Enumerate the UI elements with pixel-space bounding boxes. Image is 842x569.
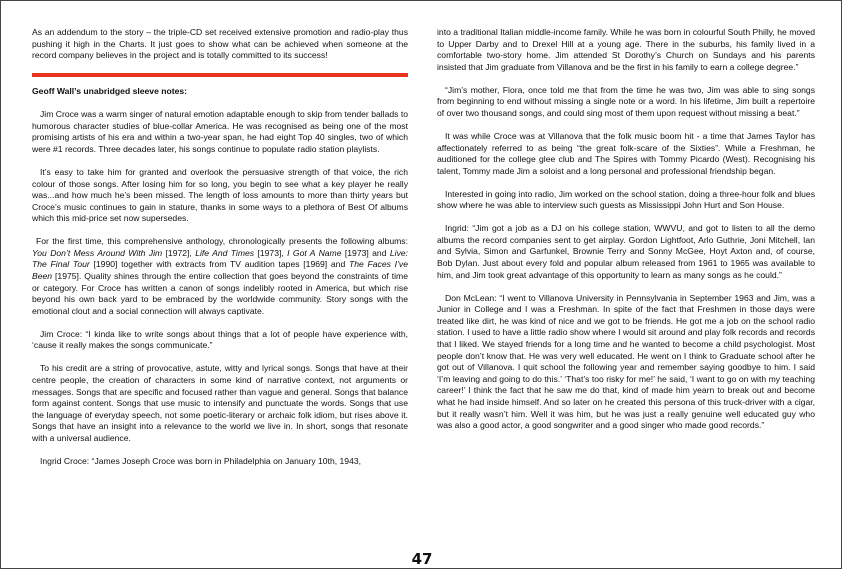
album-title: Life And Times [195,247,255,258]
album-title: You Don’t Mess Around With Jim [32,247,163,258]
paragraph: into a traditional Italian middle-income family. While he was born in colourful South Philly, he moved to Upper Darby and to Drexel Hill at a young age. There in the suburbs, his family lived in a comfortable two-story home. Jim attended St Dorothy’s Church on Sundays and his parents insisted that Jim graduate from Villanova and be the first in his family to earn a college degree.” [437,27,815,72]
paragraph: Interested in going into radio, Jim worked on the school station, doing a three-hour folk and blues show where he was able to interview such guests as Mississippi John Hurt and Son House. [437,188,815,211]
text-span: For the first time, this comprehensive anthology, chronologically presents the following albums: [36,236,408,247]
text-span: [1975]. Quality shines through the entire collection that goes beyond the constraints of time or category. For Croce has written a canon of songs indelibly rooted in America, but which rise beyond his own back yard to be embraced by the worldwide community. Story songs with the emotional clout and a social connection will always captivate. [32,271,408,316]
album-title: Live: The Final Tour [32,247,409,270]
paragraph: Ingrid Croce: “James Joseph Croce was born in Philadelphia on January 10th, 1943, [40,455,362,466]
page-number: 47 [411,550,433,568]
paragraph: Jim Croce was a warm singer of natural emotion adaptable enough to skip from tender ballads to humorous character studies of blue-collar America. He was recognised as being one of the most promising artists of his era and within a two-year span, he had eight Top 40 singles, two of which were #1 records. Three decades later, his songs continue to populate radio station playlists. [32,109,408,154]
paragraph: To his credit are a string of provocative, astute, witty and lyrical songs. Songs that have at their centre people, the creation of characters in some kind of narrative context, not arguments or messages. Songs that are specific and focused rather than vague and general. Songs that balance form against content. Songs that use music to intensify and punctuate the words. Songs that use the language of everyday speech, not some poetic-literary or archaic folk idiom, but rises above it. Songs that have an insight into a relevance to the world we live in. In short, songs that resonate with a universal audience. [32,363,408,443]
albums-paragraph [32,236,408,317]
paragraph: It’s easy to take him for granted and overlook the persuasive strength of that voice, the rich colour of those songs. After losing him for so long, you begin to see what a key player he really was...and how much he’s been missed. The length of loss amounts to more than thirty years but Croce’s music continues to gain in stature, thanks in some ways to a plethora of Best Of albums which this mid-price set now supersedes. [32,166,408,224]
text-span: [1973], [254,247,288,258]
intro-paragraph: As an addendum to the story – the triple-CD set received extensive promotion and radio-play thus pushing it high in the Charts. It just goes to show what can be achieved when someone at the record company believes in the project and is totally committed to its success! [32,27,408,61]
quote-paragraph: “Jim’s mother, Flora, once told me that from the time he was two, Jim was able to sing songs from beginning to end without missing a single note or a word. In his lifetime, Jim built a repertoire of over two thousand songs, and could sing most of them upon request without missing a beat.” [437,84,815,118]
text-span: [1973] and [341,247,390,258]
left-column [32,27,408,479]
text-span: [1972], [162,247,196,258]
red-divider [32,73,408,77]
quote-paragraph: Don McLean: “I went to Villanova University in Pennsylvania in September 1963 and Jim, was a Junior in College and I was a Freshman. In spite of the fact that Freshmen in those days were treated like dirt, he was kind of nice and we got to be friends. He got me a job on the school radio station. I used to have a little radio show where I would sit around and play folk records and records that I liked. We stayed friends for a long time and he wanted to become a child psychologist. Most people don’t know that. He was very well educated. He went on I think to Graduate school after he got out of Villanova. I quit school the following year and remember saying goodbye to him. I said ‘I’m leaving and going to do this.’ ‘That’s too risky for me!’ he said, ‘I want to go on with my teaching career!’ I think the fact that he saw me do that, kind of made him yearn to break out and become what he had inside himself. And so later on he created this persona of this truck-driver with a cigar, but it really wasn’t him. Well it was him, but he was just a really genuine well educated guy who was also a good actor, a good songwriter and a good singer who made good records.” [437,292,815,431]
album-title: The Faces I’ve Been [32,259,409,282]
right-column [437,27,815,443]
album-title: I Got A Name [287,247,342,258]
quote-paragraph: Jim Croce: “I kinda like to write songs about things that a lot of people have experience with, ‘cause it really makes the songs communicate.” [32,328,408,351]
paragraph: It was while Croce was at Villanova that the folk music boom hit - a time that James Taylor has affectionately referred to as being “the great folk-scare of the Sixties”. While a Freshman, he auditioned for the college glee club and The Spires with Tommy Picardo (West). Recognising his talent, Tommy made Jim a soloist and a long personal and professional friendship began. [437,130,815,176]
quote-paragraph: Ingrid: “Jim got a job as a DJ on his college station, WWVU, and got to listen to all the demo albums the record companies sent to get airplay. Gordon Lightfoot, Arlo Guthrie, Joni Mitchell, Ian and Sylvia, Simon and Garfunkel, Brownie Terry and Sonny McGee, Hoyt Axton and, of course, Bob Dylan. Just about every fold and popular album released from 1961 to 1965 was available to him, and Jim took great advantage of this opportunity to learn as many songs as he could.” [437,223,815,280]
text-span: [1990] together with extracts from TV audition tapes [1969] and [89,259,349,270]
sleeve-notes-heading: Geoff Wall’s unabridged sleeve notes: [32,86,188,97]
